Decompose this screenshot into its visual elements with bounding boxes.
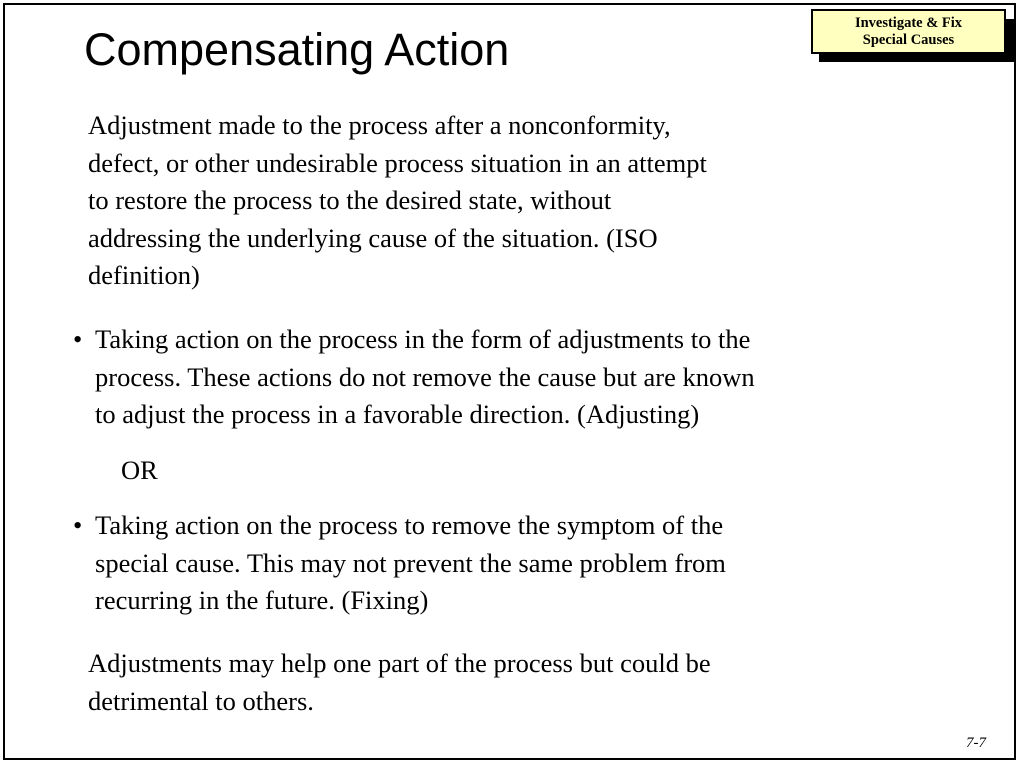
bullet-adjusting bbox=[95, 321, 975, 434]
definition-paragraph bbox=[88, 107, 908, 295]
or-separator: OR bbox=[121, 455, 158, 485]
topic-badge bbox=[811, 9, 1006, 54]
text-line: Taking action on the process to remove the symptom of the bbox=[95, 510, 724, 540]
badge-line-2: Special Causes bbox=[862, 31, 955, 48]
badge-line-1: Investigate & Fix bbox=[854, 14, 963, 31]
bullet-fixing bbox=[95, 507, 955, 620]
bullet-marker: • bbox=[73, 324, 83, 354]
text-line: process. These actions do not remove the cause but are known bbox=[95, 361, 755, 392]
page-number: 7-7 bbox=[966, 735, 986, 751]
text-line: detrimental to others. bbox=[88, 685, 314, 716]
text-line: Taking action on the process in the form of adjustments to the bbox=[95, 324, 751, 354]
text-line: special cause. This may not prevent the same problem from bbox=[95, 547, 726, 578]
text-line: addressing the underlying cause of the situation. (ISO bbox=[88, 222, 658, 253]
text-line: to restore the process to the desired state, without bbox=[88, 185, 612, 215]
closing-paragraph bbox=[88, 645, 928, 720]
text-line: definition) bbox=[88, 260, 200, 290]
text-line: Adjustments may help one part of the process but could be bbox=[88, 648, 711, 678]
bullet-marker: • bbox=[73, 510, 83, 540]
text-line: to adjust the process in a favorable direction. (Adjusting) bbox=[95, 399, 700, 429]
slide-title: Compensating Action bbox=[84, 24, 510, 75]
text-line: Adjustment made to the process after a nonconformity, bbox=[88, 110, 671, 140]
text-line: recurring in the future. (Fixing) bbox=[95, 585, 429, 615]
text-line: defect, or other undesirable process situation in an attempt bbox=[88, 147, 707, 178]
